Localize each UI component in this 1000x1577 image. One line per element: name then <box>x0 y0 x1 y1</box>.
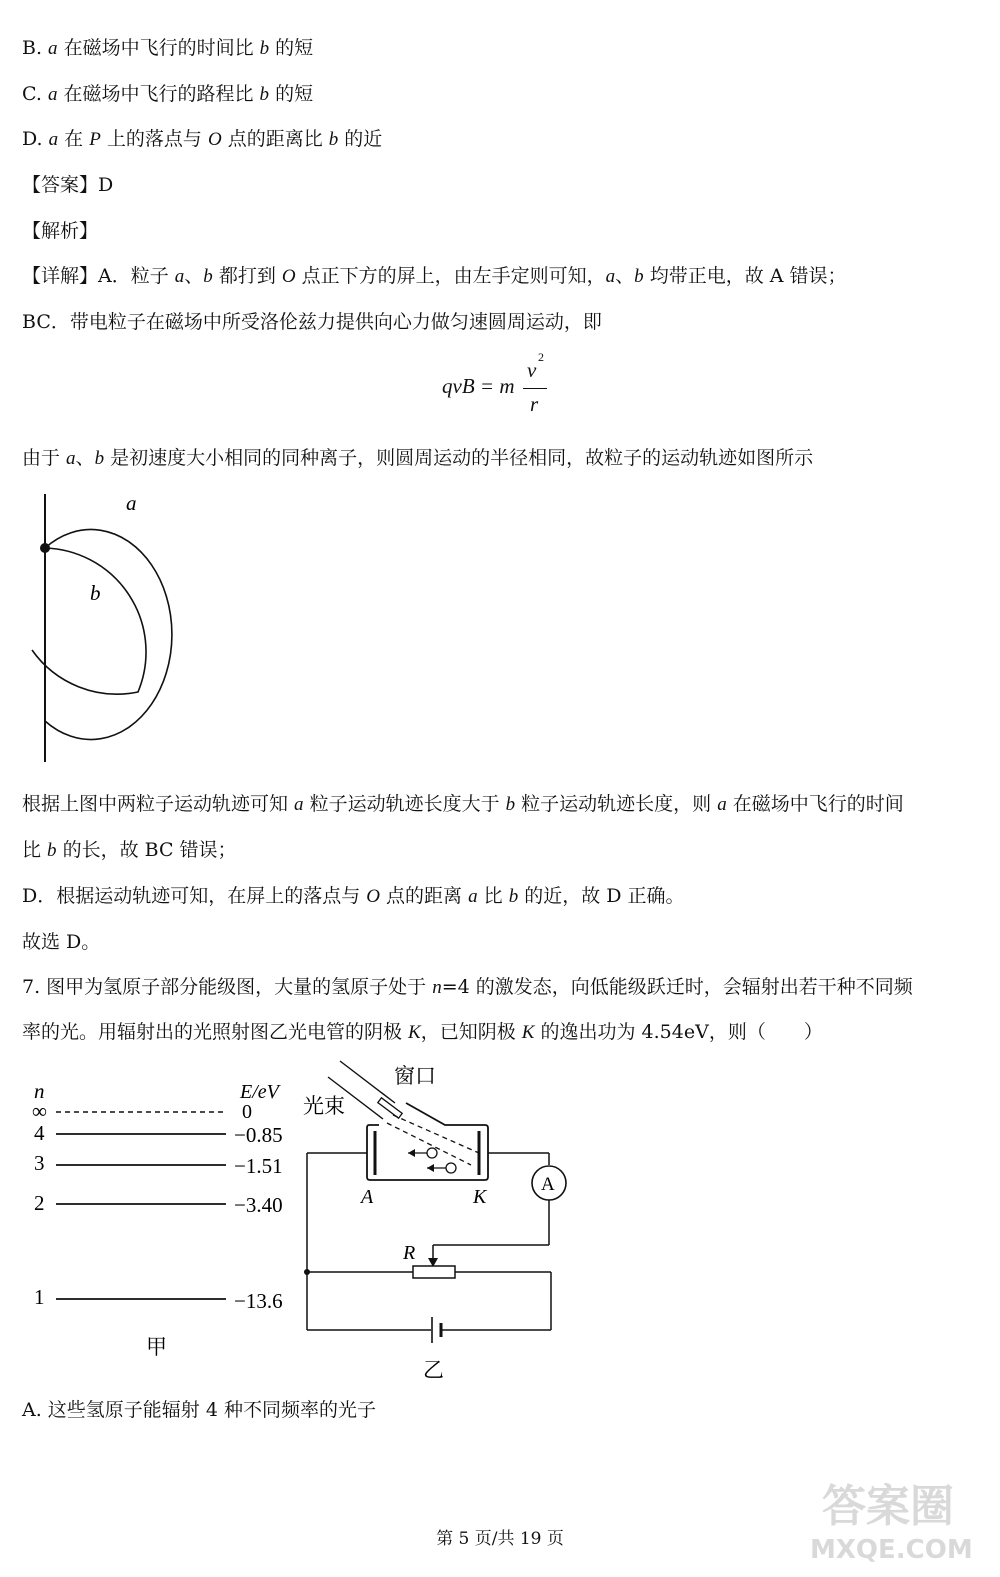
formula-denominator: r <box>530 392 539 416</box>
label-anode: A <box>361 1186 374 1208</box>
electron-arrowhead-2 <box>427 1164 434 1172</box>
level-e-1: −13.6 <box>234 1289 283 1313</box>
fraction-bar <box>523 388 547 389</box>
level-e-2: −3.40 <box>234 1193 283 1217</box>
detail-line-6: D．根据运动轨迹可知，在屏上的落点与 O 点的距离 a 比 b 的近，故 D 正确。 <box>22 885 685 907</box>
trajectory-b <box>32 548 146 694</box>
ammeter-label: A <box>541 1174 555 1195</box>
level-n-3: 3 <box>34 1151 45 1175</box>
detail-line-3: 由于 a、b 是初速度大小相同的同种离子，则圆周运动的半径相同，故粒子的运动轨迹如图所示 <box>22 447 814 469</box>
formula-lhs: qvB = m <box>442 374 515 398</box>
page-footer: 第 5 页/共 19 页 <box>436 1529 564 1549</box>
level-e-3: −1.51 <box>234 1154 283 1178</box>
trajectory-a <box>45 530 172 740</box>
electron-arrowhead-1 <box>408 1149 415 1157</box>
label-cathode: K <box>473 1186 487 1208</box>
q7-line-1: 7. 图甲为氢原子部分能级图，大量的氢原子处于 n=4 的激发态，向低能级跃迁时，会辐射出若干种不同频 <box>22 976 913 998</box>
analysis-heading: 【解析】 <box>22 220 99 242</box>
label-window: 窗口 <box>394 1064 436 1088</box>
level-n-2: 2 <box>34 1191 45 1215</box>
n-axis-label: n <box>34 1079 45 1103</box>
electron-1 <box>427 1148 437 1158</box>
detail-line-4: 根据上图中两粒子运动轨迹可知 a 粒子运动轨迹长度大于 b 粒子运动轨迹长度，则 a 在磁场中飞行的时间 <box>22 793 904 815</box>
resistor <box>413 1266 455 1278</box>
level-n-4: 4 <box>34 1121 45 1145</box>
label-resistor: R <box>403 1242 416 1264</box>
label-a: a <box>126 491 137 515</box>
level-e-inf: 0 <box>242 1101 252 1123</box>
level-e-4: −0.85 <box>234 1123 283 1147</box>
photocell-circuit <box>295 1055 585 1385</box>
caption-yi: 乙 <box>423 1358 444 1382</box>
beam-edge-1 <box>340 1061 395 1103</box>
window <box>378 1098 402 1118</box>
watermark-url: MXQE.COM <box>810 1535 973 1565</box>
option-c: C. a 在磁场中飞行的路程比 b 的短 <box>22 83 314 105</box>
entry-point <box>40 543 50 553</box>
caption-jia: 甲 <box>146 1335 167 1359</box>
q7-line-2: 率的光。用辐射出的光照射图乙光电管的阴极 K，已知阴极 K 的逸出功为 4.54eV，则（ ） <box>22 1021 823 1043</box>
e-axis-label: E/eV <box>240 1081 279 1103</box>
trajectory-figure <box>0 480 240 780</box>
detail-line-7: 故选 D。 <box>22 931 101 953</box>
formula-superscript: 2 <box>538 350 544 364</box>
formula-numerator: v <box>527 358 537 382</box>
detail-line-5: 比 b 的长，故 BC 错误； <box>22 839 237 861</box>
energy-level-diagram <box>20 1070 310 1370</box>
label-beam: 光束 <box>303 1094 345 1118</box>
option-b: B. a 在磁场中飞行的时间比 b 的短 <box>22 37 314 59</box>
level-n-1: 1 <box>34 1285 45 1309</box>
watermark-logo: 答案圈 <box>822 1481 954 1532</box>
electron-2 <box>446 1163 456 1173</box>
option-d: D. a 在 P 上的落点与 O 点的距离比 b 的近 <box>22 128 383 150</box>
answer: 【答案】D <box>22 174 114 196</box>
detail-line-1: 【详解】A．粒子 a、b 都打到 O 点正下方的屏上，由左手定则可知，a、b 均带正电，故 A 错误； <box>22 265 847 287</box>
q7-option-a: A. 这些氢原子能辐射 4 种不同频率的光子 <box>22 1399 376 1421</box>
label-b: b <box>90 581 101 605</box>
level-n-inf: ∞ <box>32 1099 47 1123</box>
light-dashed-2 <box>387 1123 471 1165</box>
detail-line-2: BC．带电粒子在磁场中所受洛伦兹力提供向心力做匀速圆周运动，即 <box>22 311 602 333</box>
junction <box>304 1269 310 1275</box>
